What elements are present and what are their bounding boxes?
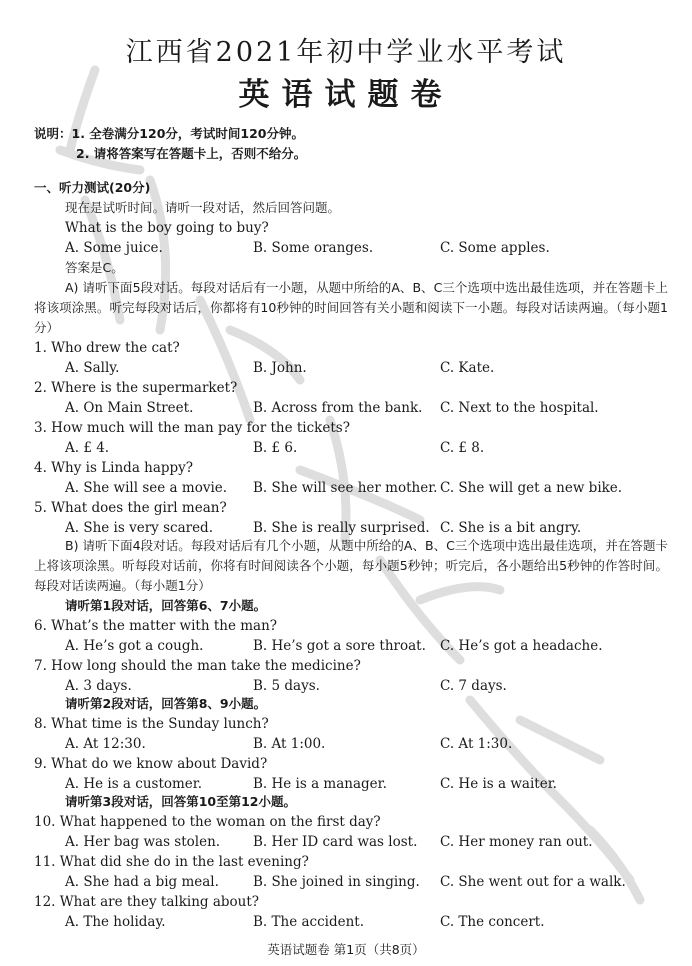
option-b: B. She joined in singing. [253, 874, 420, 890]
option-b: B. She will see her mother. [253, 480, 438, 496]
question-text: 5. What does the girl mean? [34, 500, 227, 516]
section-heading: 一、听力测试(20分) [34, 180, 151, 195]
options-5 [0, 518, 692, 538]
question-text: 1. Who drew the cat? [34, 340, 180, 356]
question-3 [0, 418, 692, 438]
option-a: A. The holiday. [65, 914, 166, 930]
page-footer: 英语试题卷 第1页（共8页） [267, 942, 425, 957]
question-text: 8. What time is the Sunday lunch? [34, 716, 269, 732]
option-b: B. He’s got a sore throat. [253, 638, 426, 654]
options-12 [0, 912, 692, 932]
option-c: C. 7 days. [440, 678, 507, 694]
question-2 [0, 378, 692, 398]
question-9 [0, 754, 692, 774]
option-b: B. Across from the bank. [253, 400, 423, 416]
option-a: A. She is very scared. [65, 520, 213, 536]
option-b: B. She is really surprised. [253, 520, 430, 536]
options-11 [0, 872, 692, 892]
sample-option-b: B. Some oranges. [253, 240, 374, 256]
option-c: C. He’s got a headache. [440, 638, 603, 654]
options-9 [0, 774, 692, 794]
option-b: B. 5 days. [253, 678, 320, 694]
options-1 [0, 358, 692, 378]
question-text: 12. What are they talking about? [34, 894, 259, 910]
option-b: B. John. [253, 360, 307, 376]
question-text: 2. Where is the supermarket? [34, 380, 238, 396]
question-text: 6. What’s the matter with the man? [34, 618, 278, 634]
option-c: C. He is a waiter. [440, 776, 557, 792]
question-text: 3. How much will the man pay for the tickets? [34, 420, 350, 436]
option-b: B. £ 6. [253, 440, 298, 456]
question-text: 9. What do we know about David? [34, 756, 268, 772]
option-b: B. At 1:00. [253, 736, 326, 752]
question-text: 7. How long should the man take the medicine? [34, 658, 361, 674]
option-a: A. He’s got a cough. [65, 638, 204, 654]
options-10 [0, 832, 692, 852]
option-c: C. Her money ran out. [440, 834, 593, 850]
dialog-3-heading: 请听第3段对话，回答第10至第12小题。 [65, 794, 296, 809]
option-a: A. 3 days. [65, 678, 132, 694]
sample-option-a: A. Some juice. [65, 240, 163, 256]
question-7 [0, 656, 692, 676]
options-6 [0, 636, 692, 656]
option-a: A. On Main Street. [65, 400, 194, 416]
option-c: C. £ 8. [440, 440, 485, 456]
option-a: A. She had a big meal. [65, 874, 219, 890]
option-b: B. The accident. [253, 914, 365, 930]
option-a: A. £ 4. [65, 440, 110, 456]
question-12 [0, 892, 692, 912]
sample-answer: 答案是C。 [65, 260, 124, 275]
option-c: C. At 1:30. [440, 736, 513, 752]
trial-intro: 现在是试听时间。请听一段对话，然后回答问题。 [65, 200, 341, 215]
option-a: A. He is a customer. [65, 776, 203, 792]
question-text: 11. What did she do in the last evening? [34, 854, 309, 870]
options-4 [0, 478, 692, 498]
exam-subtitle: 英语试题卷 [238, 77, 454, 113]
part-b-instructions: B) 请听下面4段对话。每段对话后有几个小题，从题中所给的A、B、C三个选项中选出最佳选项，并在答题卡上将该项涂黑。听每段对话前，你将有时间阅读各个小题，每小题5秒钟；听完后，各小题给出5秒钟的作答时间。每段对话读两遍。（每小题1分） [34, 538, 668, 593]
question-5 [0, 498, 692, 518]
question-4 [0, 458, 692, 478]
question-11 [0, 852, 692, 872]
option-a: A. She will see a movie. [65, 480, 228, 496]
question-6 [0, 616, 692, 636]
exam-title: 江西省2021年初中学业水平考试 [125, 37, 567, 68]
part-a-instructions: A) 请听下面5段对话。每段对话后有一小题，从题中所给的A、B、C三个选项中选出最佳选项，并在答题卡上将该项涂黑。听完每段对话后，你都将有10秒钟的时间回答有关小题和阅读下一小题。每段对话读两遍。（每小题1分） [34, 280, 668, 335]
dialog-1-heading: 请听第1段对话，回答第6、7小题。 [65, 598, 267, 613]
option-c: C. She is a bit angry. [440, 520, 582, 536]
sample-question: What is the boy going to buy? [65, 220, 269, 236]
option-c: C. Kate. [440, 360, 495, 376]
option-b: B. Her ID card was lost. [253, 834, 418, 850]
option-a: A. Her bag was stolen. [65, 834, 221, 850]
question-8 [0, 714, 692, 734]
question-1 [0, 338, 692, 358]
options-2 [0, 398, 692, 418]
sample-options [0, 238, 692, 258]
options-7 [0, 676, 692, 696]
question-text: 10. What happened to the woman on the first day? [34, 814, 381, 830]
option-a: A. At 12:30. [65, 736, 146, 752]
question-text: 4. Why is Linda happy? [34, 460, 194, 476]
instructions-line-1: 说明：1. 全卷满分120分，考试时间120分钟。 [34, 126, 304, 141]
option-c: C. Next to the hospital. [440, 400, 599, 416]
question-10 [0, 812, 692, 832]
options-3 [0, 438, 692, 458]
option-c: C. She went out for a walk. [440, 874, 626, 890]
option-c: C. She will get a new bike. [440, 480, 623, 496]
sample-option-c: C. Some apples. [440, 240, 550, 256]
option-a: A. Sally. [65, 360, 120, 376]
options-8 [0, 734, 692, 754]
dialog-2-heading: 请听第2段对话，回答第8、9小题。 [65, 696, 267, 711]
option-c: C. The concert. [440, 914, 545, 930]
option-b: B. He is a manager. [253, 776, 387, 792]
instructions-line-2: 2. 请将答案写在答题卡上，否则不给分。 [76, 146, 307, 161]
